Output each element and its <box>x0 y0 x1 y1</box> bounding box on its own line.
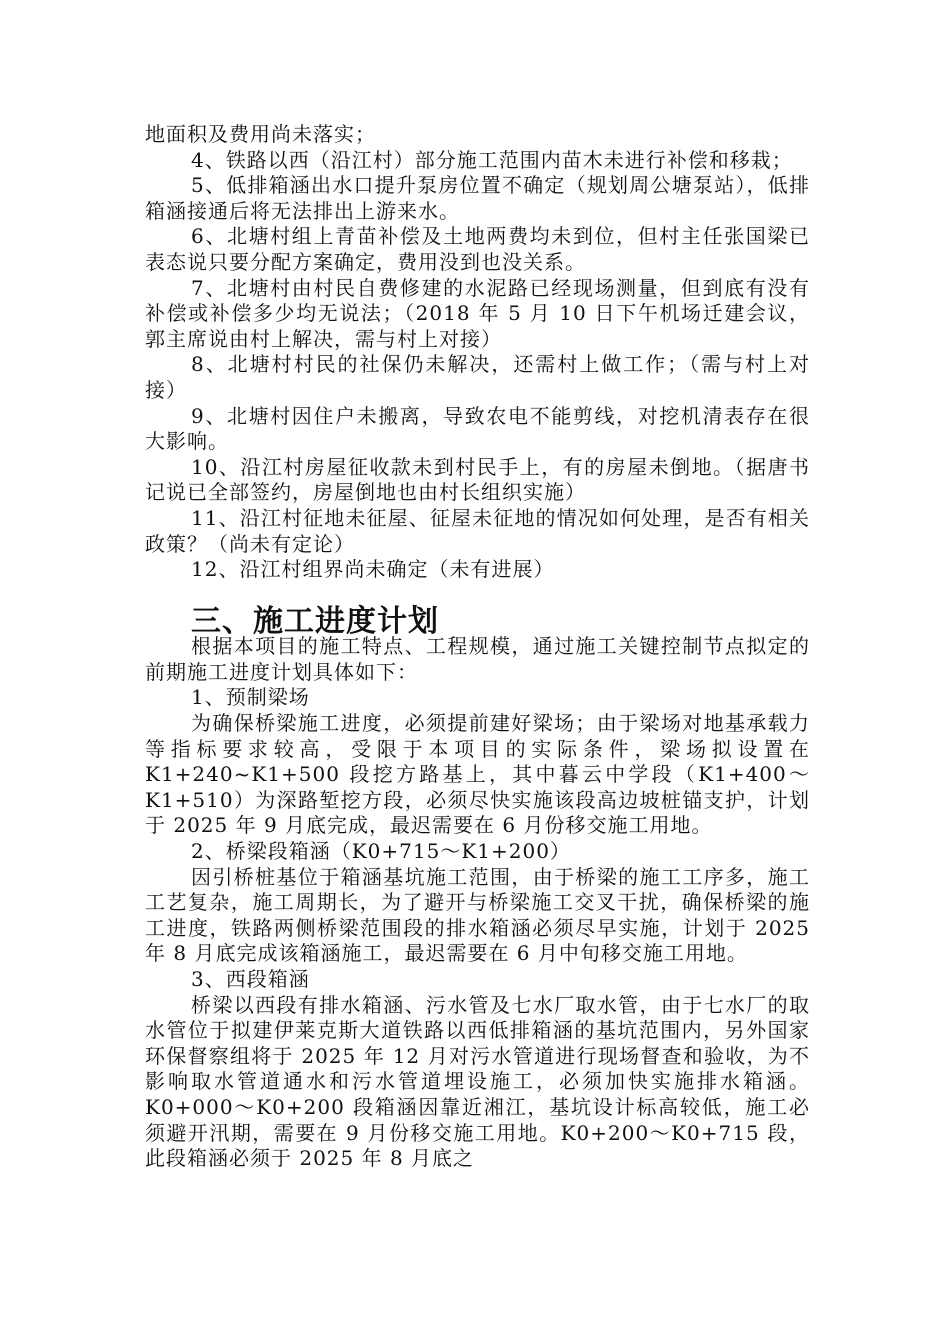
issue-item-9: 9、北塘村因住户未搬离，导致农电不能剪线，对挖机清表存在很大影响。 <box>145 403 810 454</box>
subsection-title-3: 3、西段箱涵 <box>191 967 310 991</box>
subsection-body-2: 因引桥桩基位于箱涵基坑施工范围，由于桥梁的施工工序多，施工工艺复杂，施工周期长，为了避开与桥梁施工交叉干扰，确保桥梁的施工进度，铁路两侧桥梁范围段的排水箱涵必须尽早实施，计划于 2025 年 8 月底完成该箱涵施工，最迟需要在 6 月中旬移交施工用地。 <box>145 864 810 966</box>
continuation-paragraph: 地面积及费用尚未落实； <box>145 122 376 146</box>
issue-item-5: 5、低排箱涵出水口提升泵房位置不确定（规划周公塘泵站），低排箱涵接通后将无法排出上游来水。 <box>145 173 810 223</box>
issue-item-6: 6、北塘村组上青苗补偿及土地两费均未到位，但村主任张国梁已表态说只要分配方案确定，费用没到也没关系。 <box>145 224 810 274</box>
subsection-body-3: 桥梁以西段有排水箱涵、污水管及七水厂取水管，由于七水厂的取水管位于拟建伊莱克斯大道铁路以西低排箱涵的基坑范围内，另外国家环保督察组将于 2025 年 12 月对污水管道进行现场督查和验收，为不影响取水管道通水和污水管道埋设施工，必须加快实施排水箱涵。K0+000～K0+200 段箱涵因靠近湘江，基坑设计标高较低，施工必须避开汛期，需要在 9 月份移交施工用地。K0+200～K0+715 段，此段箱涵必须于 2025 年 8 月底之 <box>145 992 810 1171</box>
issue-item-11: 11、沿江村征地未征屋、征屋未征地的情况如何处理，是否有相关政策？（尚未有定论） <box>145 505 810 556</box>
subsection-title-1: 1、预制梁场 <box>191 685 310 710</box>
subsection-body-1: 为确保桥梁施工进度，必须提前建好梁场；由于梁场对地基承载力等指标要求较高，受限于本项目的实际条件，梁场拟设置在 K1+240~K1+500 段挖方路基上，其中暮云中学段（K1+400～K1+510）为深路堑挖方段，必须尽快实施该段高边坡桩锚支护，计划于 2025 年 9 月底完成，最迟需要在 6 月份移交施工用地。 <box>145 711 810 838</box>
document-body <box>145 122 810 1172</box>
issue-item-12: 12、沿江村组界尚未确定（未有进展） <box>191 557 555 582</box>
section-intro: 根据本项目的施工特点、工程规模，通过施工关键控制节点拟定的前期施工进度计划具体如下： <box>145 634 810 684</box>
issue-item-4: 4、铁路以西（沿江村）部分施工范围内苗木未进行补偿和移栽； <box>191 147 793 172</box>
issue-item-8: 8、北塘村村民的社保仍未解决，还需村上做工作；（需与村上对接） <box>145 352 810 402</box>
subsection-title-2: 2、桥梁段箱涵（K0+715～K1+200） <box>191 839 571 864</box>
issue-item-7: 7、北塘村由村民自费修建的水泥路已经现场测量，但到底有没有补偿或补偿多少均无说法；（2018 年 5 月 10 日下午机场迁建会议，郭主席说由村上解决，需与村上对接） <box>145 275 810 351</box>
section-heading: 三、施工进度计划 <box>191 603 439 639</box>
issue-item-10: 10、沿江村房屋征收款未到村民手上，有的房屋未倒地。（据唐书记说已全部签约，房屋倒地也由村长组织实施） <box>145 454 810 505</box>
